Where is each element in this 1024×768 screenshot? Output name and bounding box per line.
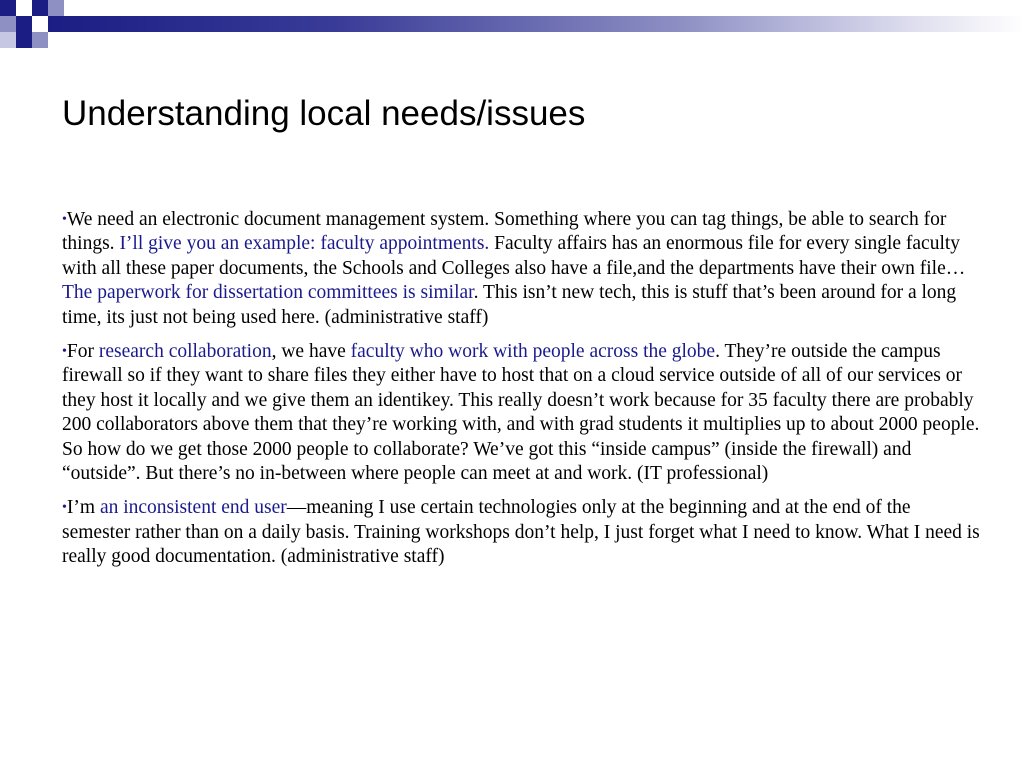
bullet-icon: • <box>62 212 67 227</box>
bullet-paragraph <box>62 208 982 330</box>
corner-square <box>0 32 16 48</box>
body-text: We need an electronic document management system. Something where you can tag things, be able to search for things. <box>62 209 947 255</box>
body-text: . This isn’t new tech, this is stuff that’s been around for a long time, its just not being used here. (administrative staff) <box>62 282 957 328</box>
slide-title: Understanding local needs/issues <box>62 94 586 133</box>
highlighted-text: research collaboration <box>98 341 272 363</box>
body-text: I’m <box>66 497 100 519</box>
bullet-paragraph <box>62 496 982 569</box>
body-text: For <box>66 341 99 363</box>
body-text: , we have <box>271 341 351 363</box>
highlighted-text: an inconsistent end user <box>99 497 287 519</box>
corner-square <box>0 16 16 32</box>
corner-square <box>32 32 48 48</box>
highlighted-text: The paperwork for dissertation committees is similar <box>62 282 474 304</box>
bullet-icon: • <box>62 500 67 516</box>
corner-square <box>16 16 32 32</box>
corner-square <box>0 0 16 16</box>
slide-body <box>62 208 982 580</box>
corner-square <box>16 32 32 48</box>
corner-square <box>48 0 64 16</box>
corner-square <box>32 0 48 16</box>
body-text: —meaning I use certain technologies only at the beginning and at the end of the semester rather than on a daily basis. Training workshops don’t help, I just forget what I need to know. What I need is really good documentation. (administrative staff) <box>62 497 980 568</box>
bullet-paragraph <box>62 340 982 486</box>
body-text: Faculty affairs has an enormous file for every single faculty with all these paper documents, the Schools and Colleges also have a file,and the departments have their own file… <box>62 233 966 279</box>
bullet-icon: • <box>62 344 67 360</box>
body-text: . They’re outside the campus firewall so if they want to share files they either have to host that on a cloud service outside of all of our services or they host it locally and we give them an identikey. This really doesn’t work because for 35 faculty there are probably 200 collaborators above them that they’re working with, and with grad students it multiplies up to about 2000 people. So how do we get those 2000 people to collaborate? We’ve got this “inside campus” (inside the firewall) and “outside”. But there’s no in-between where people can meet at and work. (IT professional) <box>62 341 980 485</box>
highlighted-text: I’ll give you an example: faculty appointments. <box>119 233 490 255</box>
highlighted-text: faculty who work with people across the globe <box>350 341 716 363</box>
header-gradient-band <box>48 16 1024 32</box>
